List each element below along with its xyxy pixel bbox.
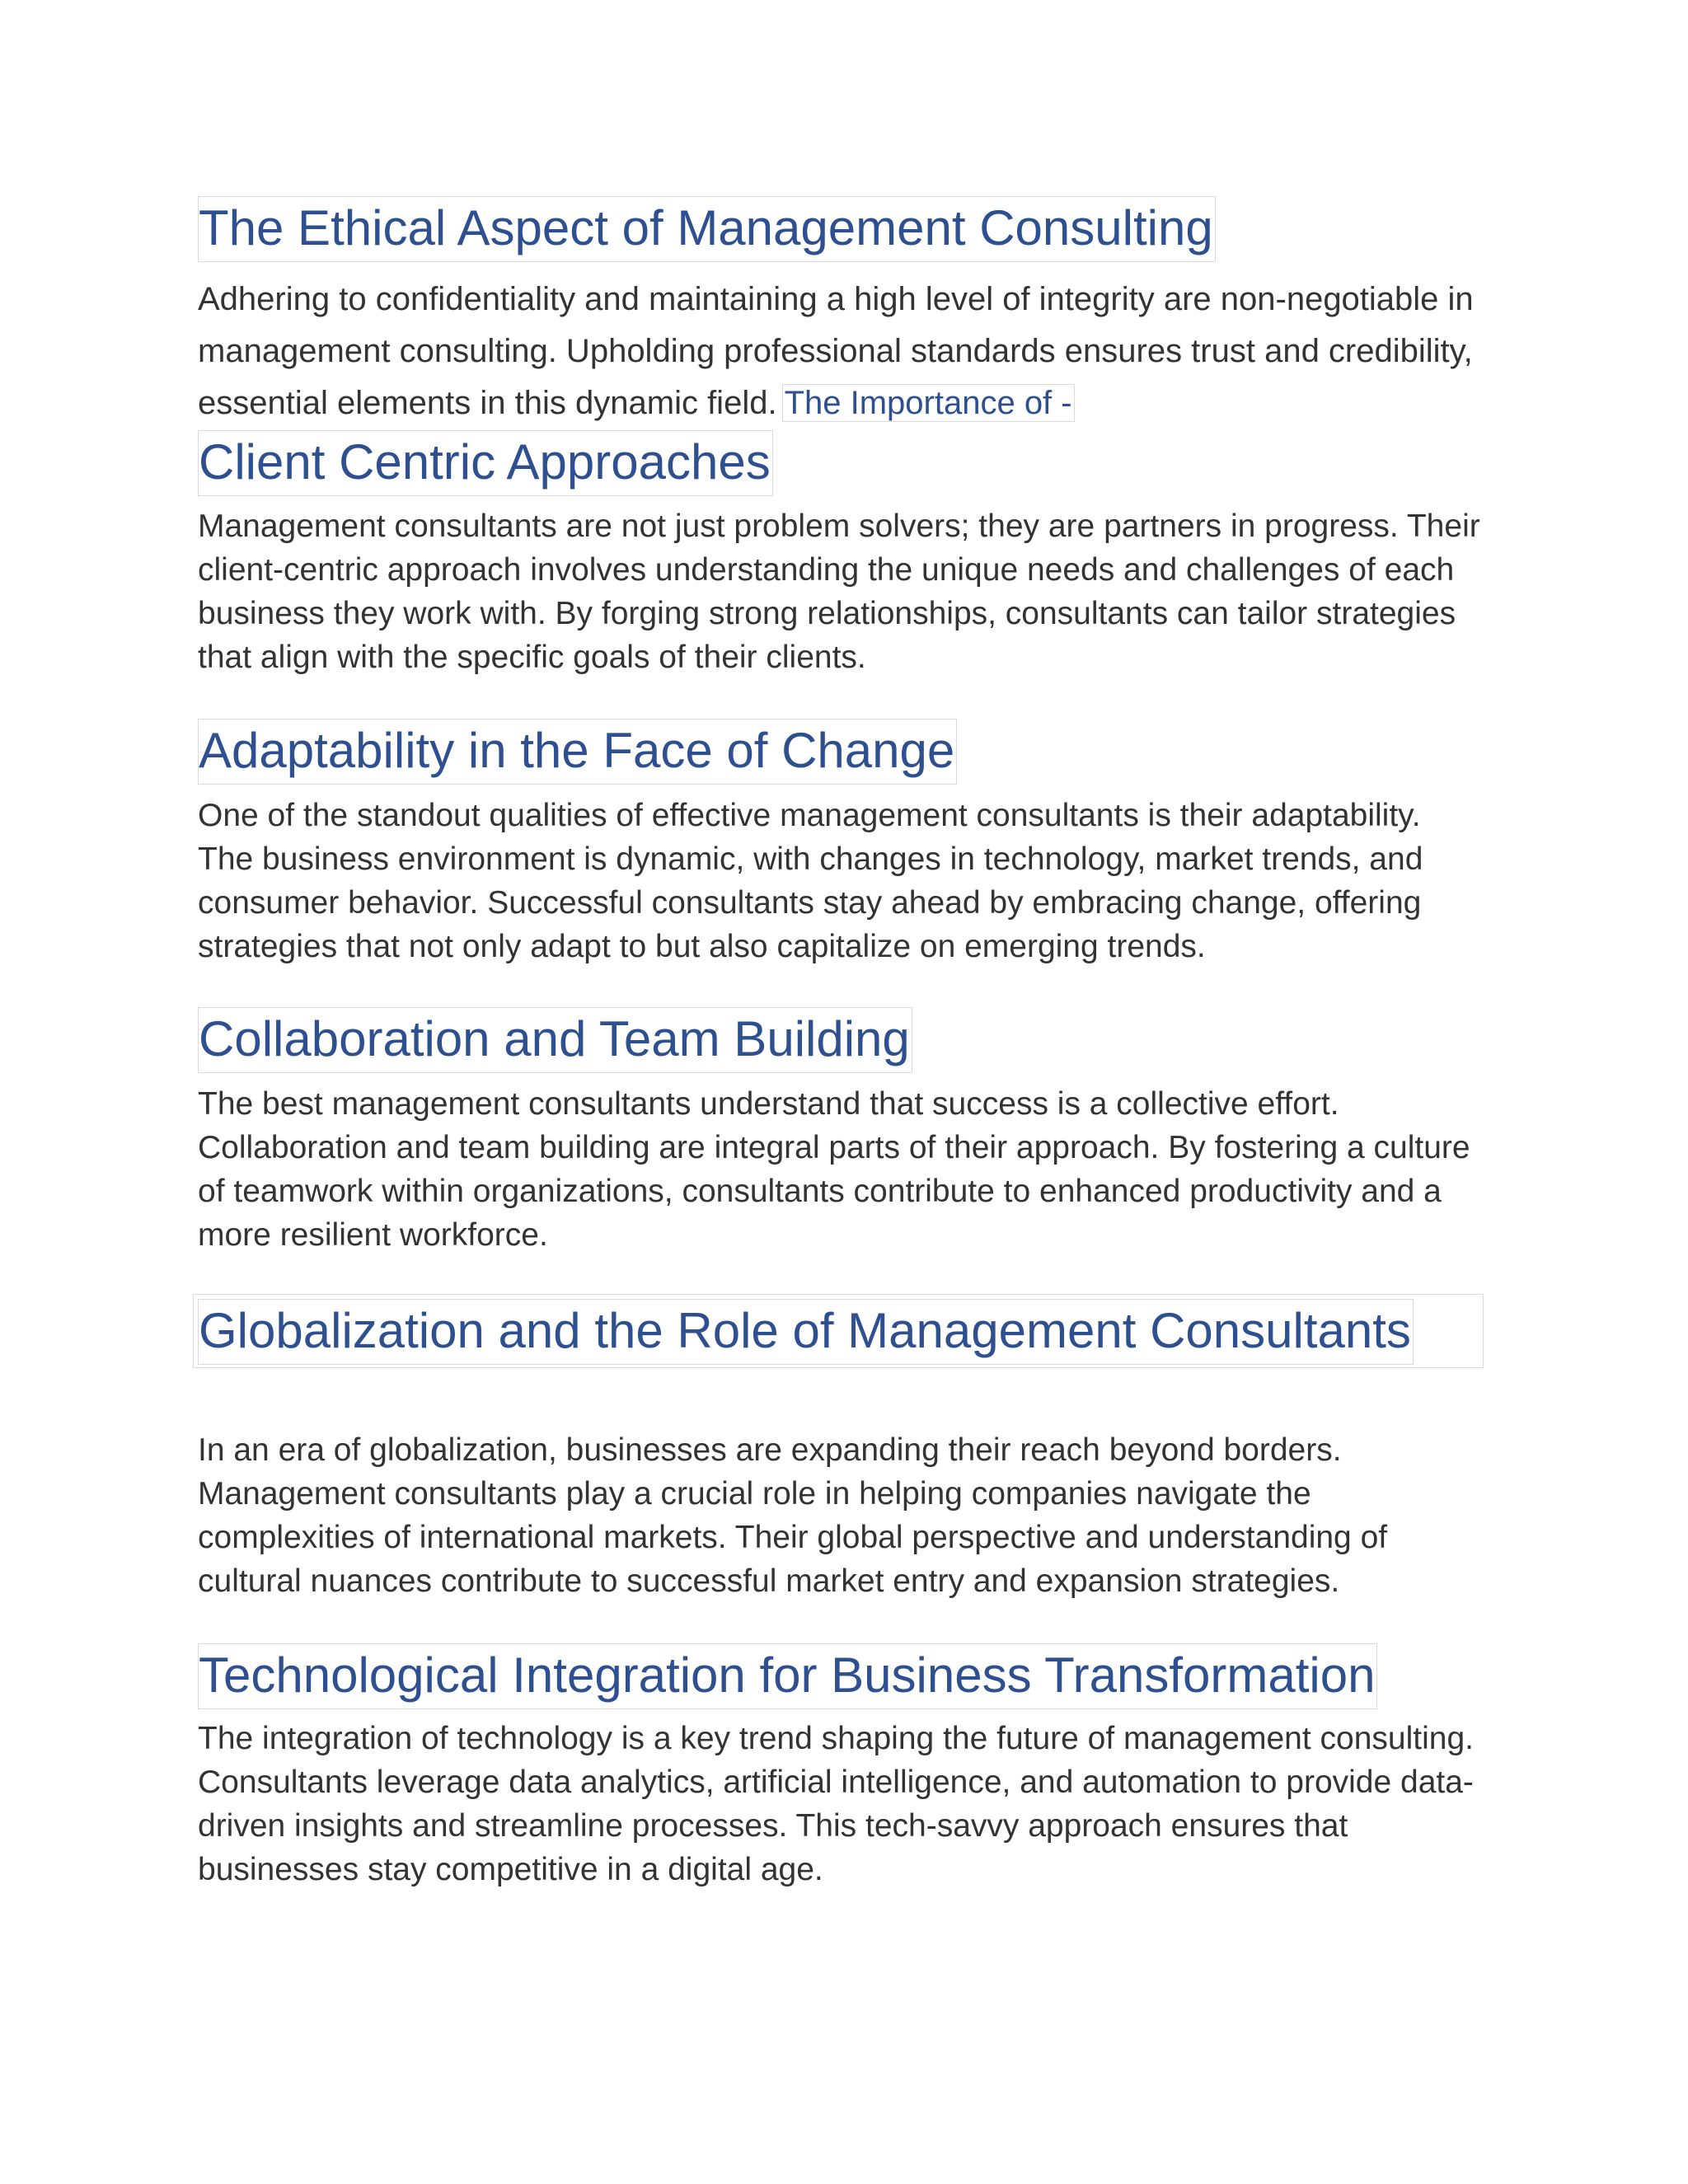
heading-technological-integration: Technological Integration for Business Transformation: [198, 1643, 1377, 1709]
paragraph-ethical-aspect-text: Adhering to confidentiality and maintaining a high level of integrity are non-negotiable in management consulting. Upholding professional standards ensures trust and credibility, essential elements in this dynamic field.: [198, 281, 1474, 421]
heading-globalization: Globalization and the Role of Management Consultants: [198, 1299, 1414, 1365]
heading-collaboration: Collaboration and Team Building: [198, 1007, 912, 1073]
heading-adaptability: Adaptability in the Face of Change: [198, 719, 957, 785]
paragraph-ethical-aspect: [198, 274, 1500, 429]
paragraph-collaboration: The best management consultants understand that success is a collective effort. Collaboration and team building are integral parts of their approach. By fostering a culture of teamwork within organizations, consultants contribute to enhanced productivity and a more resilient workforce.: [198, 1086, 1470, 1253]
paragraph-technological-integration: The integration of technology is a key trend shaping the future of management consulting. Consultants leverage data analytics, artificial intelligence, and automation to provide data-driven insights and streamline processes. This tech-savvy approach ensures that businesses stay competitive in a digital age.: [198, 1721, 1474, 1887]
heading-client-centric: Client Centric Approaches: [198, 430, 773, 496]
inline-heading-importance: The Importance of -: [782, 384, 1075, 422]
heading-ethical-aspect: The Ethical Aspect of Management Consulting: [198, 196, 1216, 262]
paragraph-client-centric: Management consultants are not just problem solvers; they are partners in progress. Their client-centric approach involves understanding the unique needs and challenges of each business they work with. By forging strong relationships, consultants can tailor strategies that align with the specific goals of their clients.: [198, 509, 1480, 675]
paragraph-adaptability: One of the standout qualities of effective management consultants is their adaptability. The business environment is dynamic, with changes in technology, market trends, and consumer behavior. Successful consultants stay ahead by embracing change, offering strategies that not only adapt to but also capitalize on emerging trends.: [198, 798, 1423, 964]
paragraph-globalization: In an era of globalization, businesses are expanding their reach beyond borders. Management consultants play a crucial role in helping companies navigate the complexities of international markets. Their global perspective and understanding of cultural nuances contribute to successful market entry and expansion strategies.: [198, 1432, 1388, 1599]
